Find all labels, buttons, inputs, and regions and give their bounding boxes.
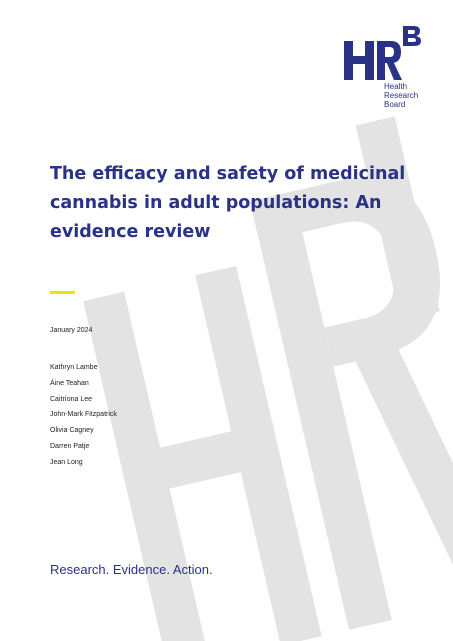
logo-line-board: Board bbox=[384, 100, 406, 109]
author-name: John-Mark Fitzpatrick bbox=[50, 411, 117, 419]
author-name: Caitríona Lee bbox=[50, 395, 93, 403]
author-name: Áine Teahan bbox=[50, 379, 89, 387]
logo-wordmark bbox=[384, 82, 418, 109]
report-title: The efficacy and safety of medicinal cannabis in adult populations: An evidence review bbox=[50, 164, 406, 242]
publication-date: January 2024 bbox=[50, 327, 93, 334]
author-list bbox=[50, 360, 117, 471]
author-name: Darren Patje bbox=[50, 442, 90, 450]
logo-line-research: Research bbox=[384, 91, 419, 100]
author-name: Kathryn Lambe bbox=[50, 364, 98, 371]
author-name: Olivia Cagney bbox=[50, 427, 94, 435]
logo-line-health: Health bbox=[384, 82, 408, 91]
tagline: Research. Evidence. Action. bbox=[50, 562, 213, 577]
accent-bar bbox=[50, 291, 75, 294]
author-name: Jean Long bbox=[50, 458, 83, 466]
